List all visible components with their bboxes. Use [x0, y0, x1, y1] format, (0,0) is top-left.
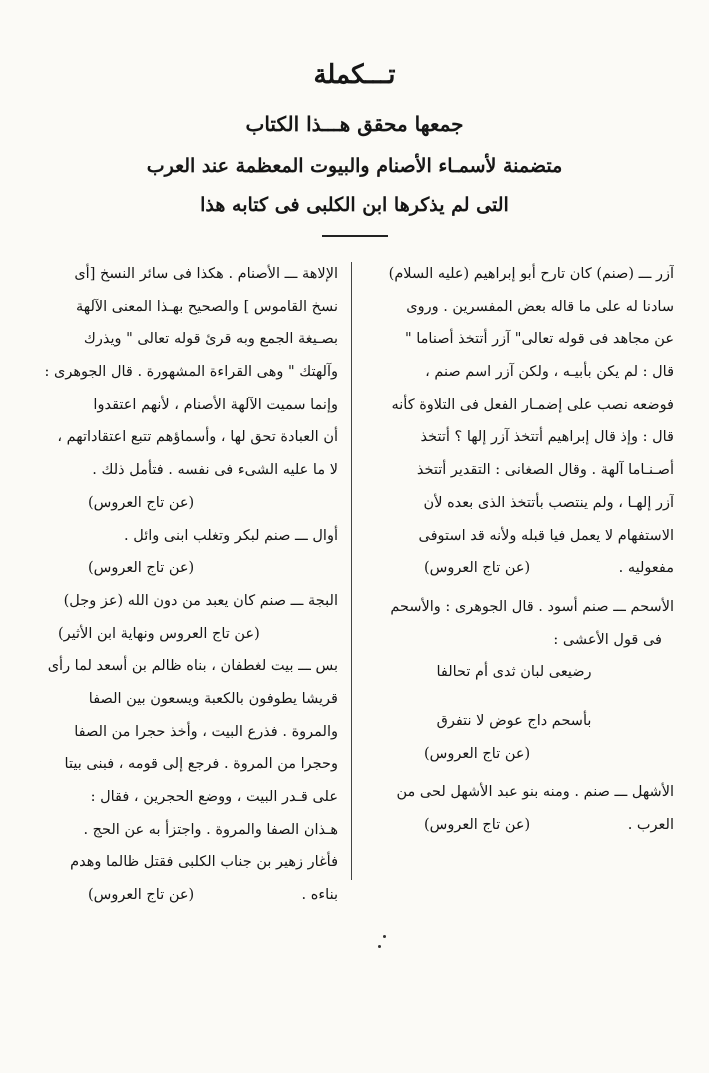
text-line: فى قول الأعشى : [553, 631, 662, 648]
text-line: فأغار زهير بن جناب الكلبى فقتل ظالما وهدم [70, 854, 338, 871]
poem-verse: بأسحم داج عوض لا نتفرق [436, 712, 592, 729]
source-citation: (عن تاج العروس ونهاية ابن الأثير) [58, 625, 260, 642]
entry-awal-headline: أوال ـــ صنم لبكر وتغلب ابنى وائل . [124, 527, 338, 544]
text-line: بصـيغة الجمع وبه قرئ قوله تعالى " ويذرك [83, 331, 338, 348]
text-line: أصـنـاما آلهة . وقال الصغانى : التقدير أتتخذ [416, 462, 674, 479]
page-title: تـــكملة [313, 60, 396, 90]
source-citation: (عن تاج العروس) [424, 817, 531, 833]
text-line: وإنما سميت الآلهة الأصنام ، لأنهم اعتقدوا [93, 396, 338, 413]
text-line: الاستفهام لا يعمل فيا قبله ولأنه قد استوفى [418, 527, 674, 544]
source-citation: (عن تاج العروس) [88, 560, 195, 577]
text-line: نسخ القاموس ] والصحيح بهـذا المعنى الآلهة [76, 298, 338, 315]
entry-ashhal-headline: الأشهل ـــ صنم . ومنه بنو عبد الأشهل لحى من [396, 784, 674, 801]
text-line: وآلهتك " وهى القراءة المشهورة . قال الجوهرى : [44, 364, 338, 381]
source-citation: (عن تاج العروس) [88, 494, 195, 511]
subtitle-scope: التى لم يذكرها ابن الكلبى فى كتابه هذا [200, 194, 509, 216]
source-citation: (عن تاج العروس) [88, 887, 195, 904]
text-line: هـذان الصفا والمروة . واجتزأ به عن الحج . [83, 821, 338, 838]
text-line: على قـدر البيت ، ووضع الحجرين ، فقال : [90, 789, 338, 805]
right-column [354, 258, 674, 842]
left-column [18, 258, 338, 912]
text-line: سادنا له على ما قاله بعض المفسرين . وروى [406, 298, 674, 315]
text-line: لا ما عليه الشىء فى نفسه . فتأمل ذلك . [92, 462, 338, 479]
speck-mark [378, 945, 381, 948]
text-line: قال : وإذ قال إبراهيم أتتخذ آزر إلها ؟ أتتخذ [420, 429, 674, 446]
text-line: قال : لم يكن بأبيـه ، ولكن آزر اسم صنم ، [425, 364, 674, 381]
text-line: والمروة . فذرع البيت ، وأخذ حجرا من الصفا [74, 723, 338, 740]
speck-mark [383, 935, 386, 938]
text-line: آزر إلهـا ، ولم ينتصب بأتتخذ الذى بعده لأن [423, 494, 674, 511]
entry-bajja-headline: البجة ـــ صنم كان يعبد من دون الله (عز وجل) [63, 592, 338, 609]
subtitle-topic: متضمنة لأسمـاء الأصنام والبيوت المعظمة عند العرب [146, 155, 563, 177]
text-line: فوضعه نصب على إضمـار الفعل فى التلاوة كأنه [391, 396, 674, 413]
title-rule [322, 235, 388, 237]
entry-ashum-headline: الأسحم ـــ صنم أسود . قال الجوهرى : والأسحم [390, 598, 674, 615]
text-line: العرب . [627, 817, 674, 833]
source-citation: (عن تاج العروس) [424, 560, 531, 577]
entry-ilaha-headline: الإلاهة ـــ الأصنام . هكذا فى سائر النسخ [أى [74, 266, 338, 282]
source-citation: (عن تاج العروس) [424, 745, 531, 762]
text-line: أن العبادة تحق لها ، وأسماؤهم تتبع اعتقاداتهم ، [57, 429, 338, 446]
column-divider [351, 262, 352, 880]
text-line: بناءه . [301, 887, 338, 904]
subtitle-compiler: جمعها محقق هـــذا الكتاب [245, 112, 464, 136]
entry-azar-headline: آزر ـــ (صنم) كان تارح أبو إبراهيم (عليه السلام) [388, 266, 674, 282]
text-line: مفعوليه . [618, 560, 674, 577]
text-line: قريشا يطوفون بالكعبة ويسعون بين الصفا [88, 690, 338, 707]
entry-buss-headline: بس ـــ بيت لغطفان ، بناه ظالم بن أسعد لما رأى [47, 658, 338, 675]
poem-verse: رضيعى لبان ثدى أم تحالفا [436, 664, 592, 681]
text-line: وحجرا من المروة . فرجع إلى قومه ، فبنى بيتا [64, 756, 338, 773]
text-line: عن مجاهد فى قوله تعالى" آزر أتتخذ أصناما " [404, 331, 674, 348]
